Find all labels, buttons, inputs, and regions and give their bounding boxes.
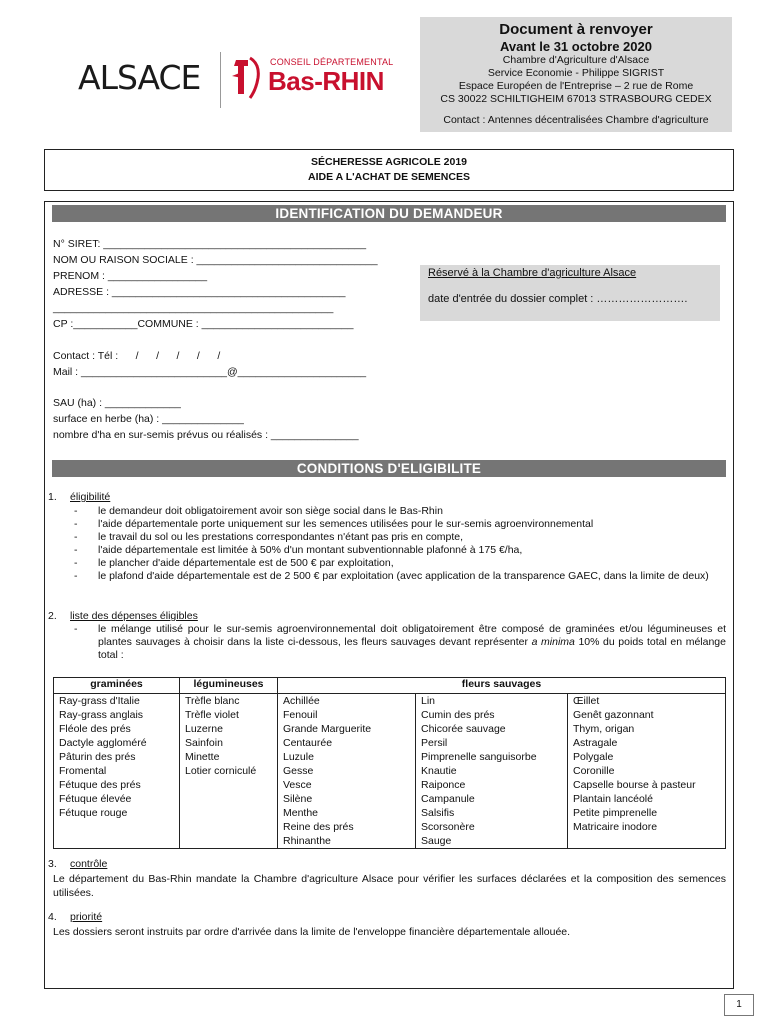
sau-field[interactable]: SAU (ha) : _____________ <box>53 397 181 409</box>
reserved-box <box>420 265 720 321</box>
address-line: CS 30022 SCHILTIGHEIM 67013 STRASBOURG CEDEX <box>440 93 712 105</box>
eligibility-item: le travail du sol ou les prestations correspondantes n'étant pas pris en compte, <box>98 531 464 543</box>
bas-rhin-emblem-icon <box>230 54 264 100</box>
alsace-logo: ALSACE <box>78 58 201 97</box>
header-legumineuses: légumineuses <box>180 678 278 694</box>
legumineuses-column: Trèfle blanc Trèfle violet Luzerne Sainfoin Minette Lotier corniculé <box>180 694 278 849</box>
section-number: 3. <box>48 858 57 870</box>
eligibility-title: éligibilité <box>70 491 111 503</box>
section-number: 4. <box>48 911 57 923</box>
fleurs-column-3: Œillet Genêt gazonnant Thym, origan Astragale Polygale Coronille Capselle bourse à pasteur Plantain lancéolé Petite pimprenelle Matricaire inodore <box>568 694 726 849</box>
graminees-column: Ray-grass d'Italie Ray-grass anglais Fléole des prés Dactyle aggloméré Pâturin des prés Fromental Fétuque des prés Fétuque élevée Fétuque rouge <box>54 694 180 849</box>
prenom-field[interactable]: PRENOM : _________________ <box>53 270 208 282</box>
eligibility-item: l'aide départementale est limitée à 50% d'un montant subventionnable plafonné à 175 €/ha, <box>98 544 523 556</box>
title-line-1: SÉCHERESSE AGRICOLE 2019 <box>311 156 467 168</box>
eligibility-item: le plafond d'aide départementale est de 2 500 € par exploitation (avec application de la transparence GAEC, dans la limite de deux) <box>98 570 709 582</box>
bullet-dash: - <box>74 570 78 582</box>
nom-field[interactable]: NOM OU RAISON SOCIALE : _______________________________ <box>53 254 378 266</box>
eligibility-item: l'aide départementale porte uniquement sur les semences utilisées pour le sur-semis agroenvironnemental <box>98 518 594 530</box>
eligibility-item: le plancher d'aide départementale est de 500 € par exploitation, <box>98 557 394 569</box>
siret-field[interactable]: N° SIRET: _____________________________________________ <box>53 238 367 250</box>
control-text: Le département du Bas-Rhin mandate la Chambre d'agriculture Alsace pour vérifier les surfaces déclarées et la composition des semences utilisées. <box>53 873 726 899</box>
address-line: Service Economie - Philippe SIGRIST <box>487 67 665 79</box>
address-line: Chambre d'Agriculture d'Alsace <box>502 54 650 66</box>
expenses-text: le mélange utilisé pour le sur-semis agroenvironnemental doit obligatoirement être composé de graminées et/ou légumineuses et plantes sauvages à choisir dans la liste ci-dessous, les fleurs sauvages devant représenter a minima 10% du poids total en mélange total : <box>98 623 726 661</box>
section-number: 1. <box>48 491 57 503</box>
header-fleurs-sauvages: fleurs sauvages <box>278 678 726 694</box>
page-number: 1 <box>724 994 754 1016</box>
adresse-field[interactable]: ADRESSE : ________________________________________ <box>53 286 346 298</box>
reserved-date-field: date d'entrée du dossier complet : ……………………. <box>428 293 688 305</box>
address-line: Espace Européen de l'Entreprise – 2 rue de Rome <box>458 80 694 92</box>
bullet-dash: - <box>74 557 78 569</box>
header-graminees: graminées <box>54 678 180 694</box>
control-title: contrôle <box>70 858 108 870</box>
document-title-box <box>44 149 734 191</box>
send-title: Document à renvoyer <box>499 21 653 38</box>
logo-divider <box>220 52 221 108</box>
bullet-dash: - <box>74 518 78 530</box>
title-line-2: AIDE A L'ACHAT DE SEMENCES <box>308 171 470 183</box>
send-contact: Contact : Antennes décentralisées Chambre d'agriculture <box>443 114 709 126</box>
adresse-field-line-2[interactable]: ________________________________________________ <box>53 302 334 314</box>
bas-rhin-logo-text: Bas-RHIN <box>268 66 384 96</box>
cp-commune-field[interactable]: CP :___________COMMUNE : __________________________ <box>53 318 354 330</box>
priority-title: priorité <box>70 911 103 923</box>
conditions-heading: CONDITIONS D'ELIGIBILITE <box>52 460 726 477</box>
mail-field[interactable]: Mail : _________________________@______________________ <box>53 366 367 378</box>
priority-text: Les dossiers seront instruits par ordre d'arrivée dans la limite de l'enveloppe financière départementale allouée. <box>53 926 571 938</box>
bullet-dash: - <box>74 505 78 517</box>
bullet-dash: - <box>74 623 78 635</box>
bullet-dash: - <box>74 531 78 543</box>
telephone-field[interactable]: Contact : Tél : / / / / / <box>53 350 221 362</box>
section-number: 2. <box>48 610 57 622</box>
bullet-dash: - <box>74 544 78 556</box>
expenses-title: liste des dépenses éligibles <box>70 610 198 622</box>
plant-species-table <box>53 677 726 849</box>
send-address-box <box>420 17 732 132</box>
fleurs-column-2: Lin Cumin des prés Chicorée sauvage Persil Pimprenelle sanguisorbe Knautie Raiponce Campanule Salsifis Scorsonère Sauge <box>416 694 568 849</box>
fleurs-column-1: Achillée Fenouil Grande Marguerite Centaurée Luzule Gesse Vesce Silène Menthe Reine des prés Rhinanthe <box>278 694 416 849</box>
eligibility-item: le demandeur doit obligatoirement avoir son siège social dans le Bas-Rhin <box>98 505 443 517</box>
identification-heading: IDENTIFICATION DU DEMANDEUR <box>52 205 726 222</box>
reserved-title: Réservé à la Chambre d'agriculture Alsace <box>428 267 637 279</box>
conseil-departemental-label: CONSEIL DÉPARTEMENTAL <box>270 57 394 67</box>
send-deadline: Avant le 31 octobre 2020 <box>500 39 652 54</box>
sursemis-field[interactable]: nombre d'ha en sur-semis prévus ou réalisés : _______________ <box>53 429 359 441</box>
surface-herbe-field[interactable]: surface en herbe (ha) : ______________ <box>53 413 244 425</box>
